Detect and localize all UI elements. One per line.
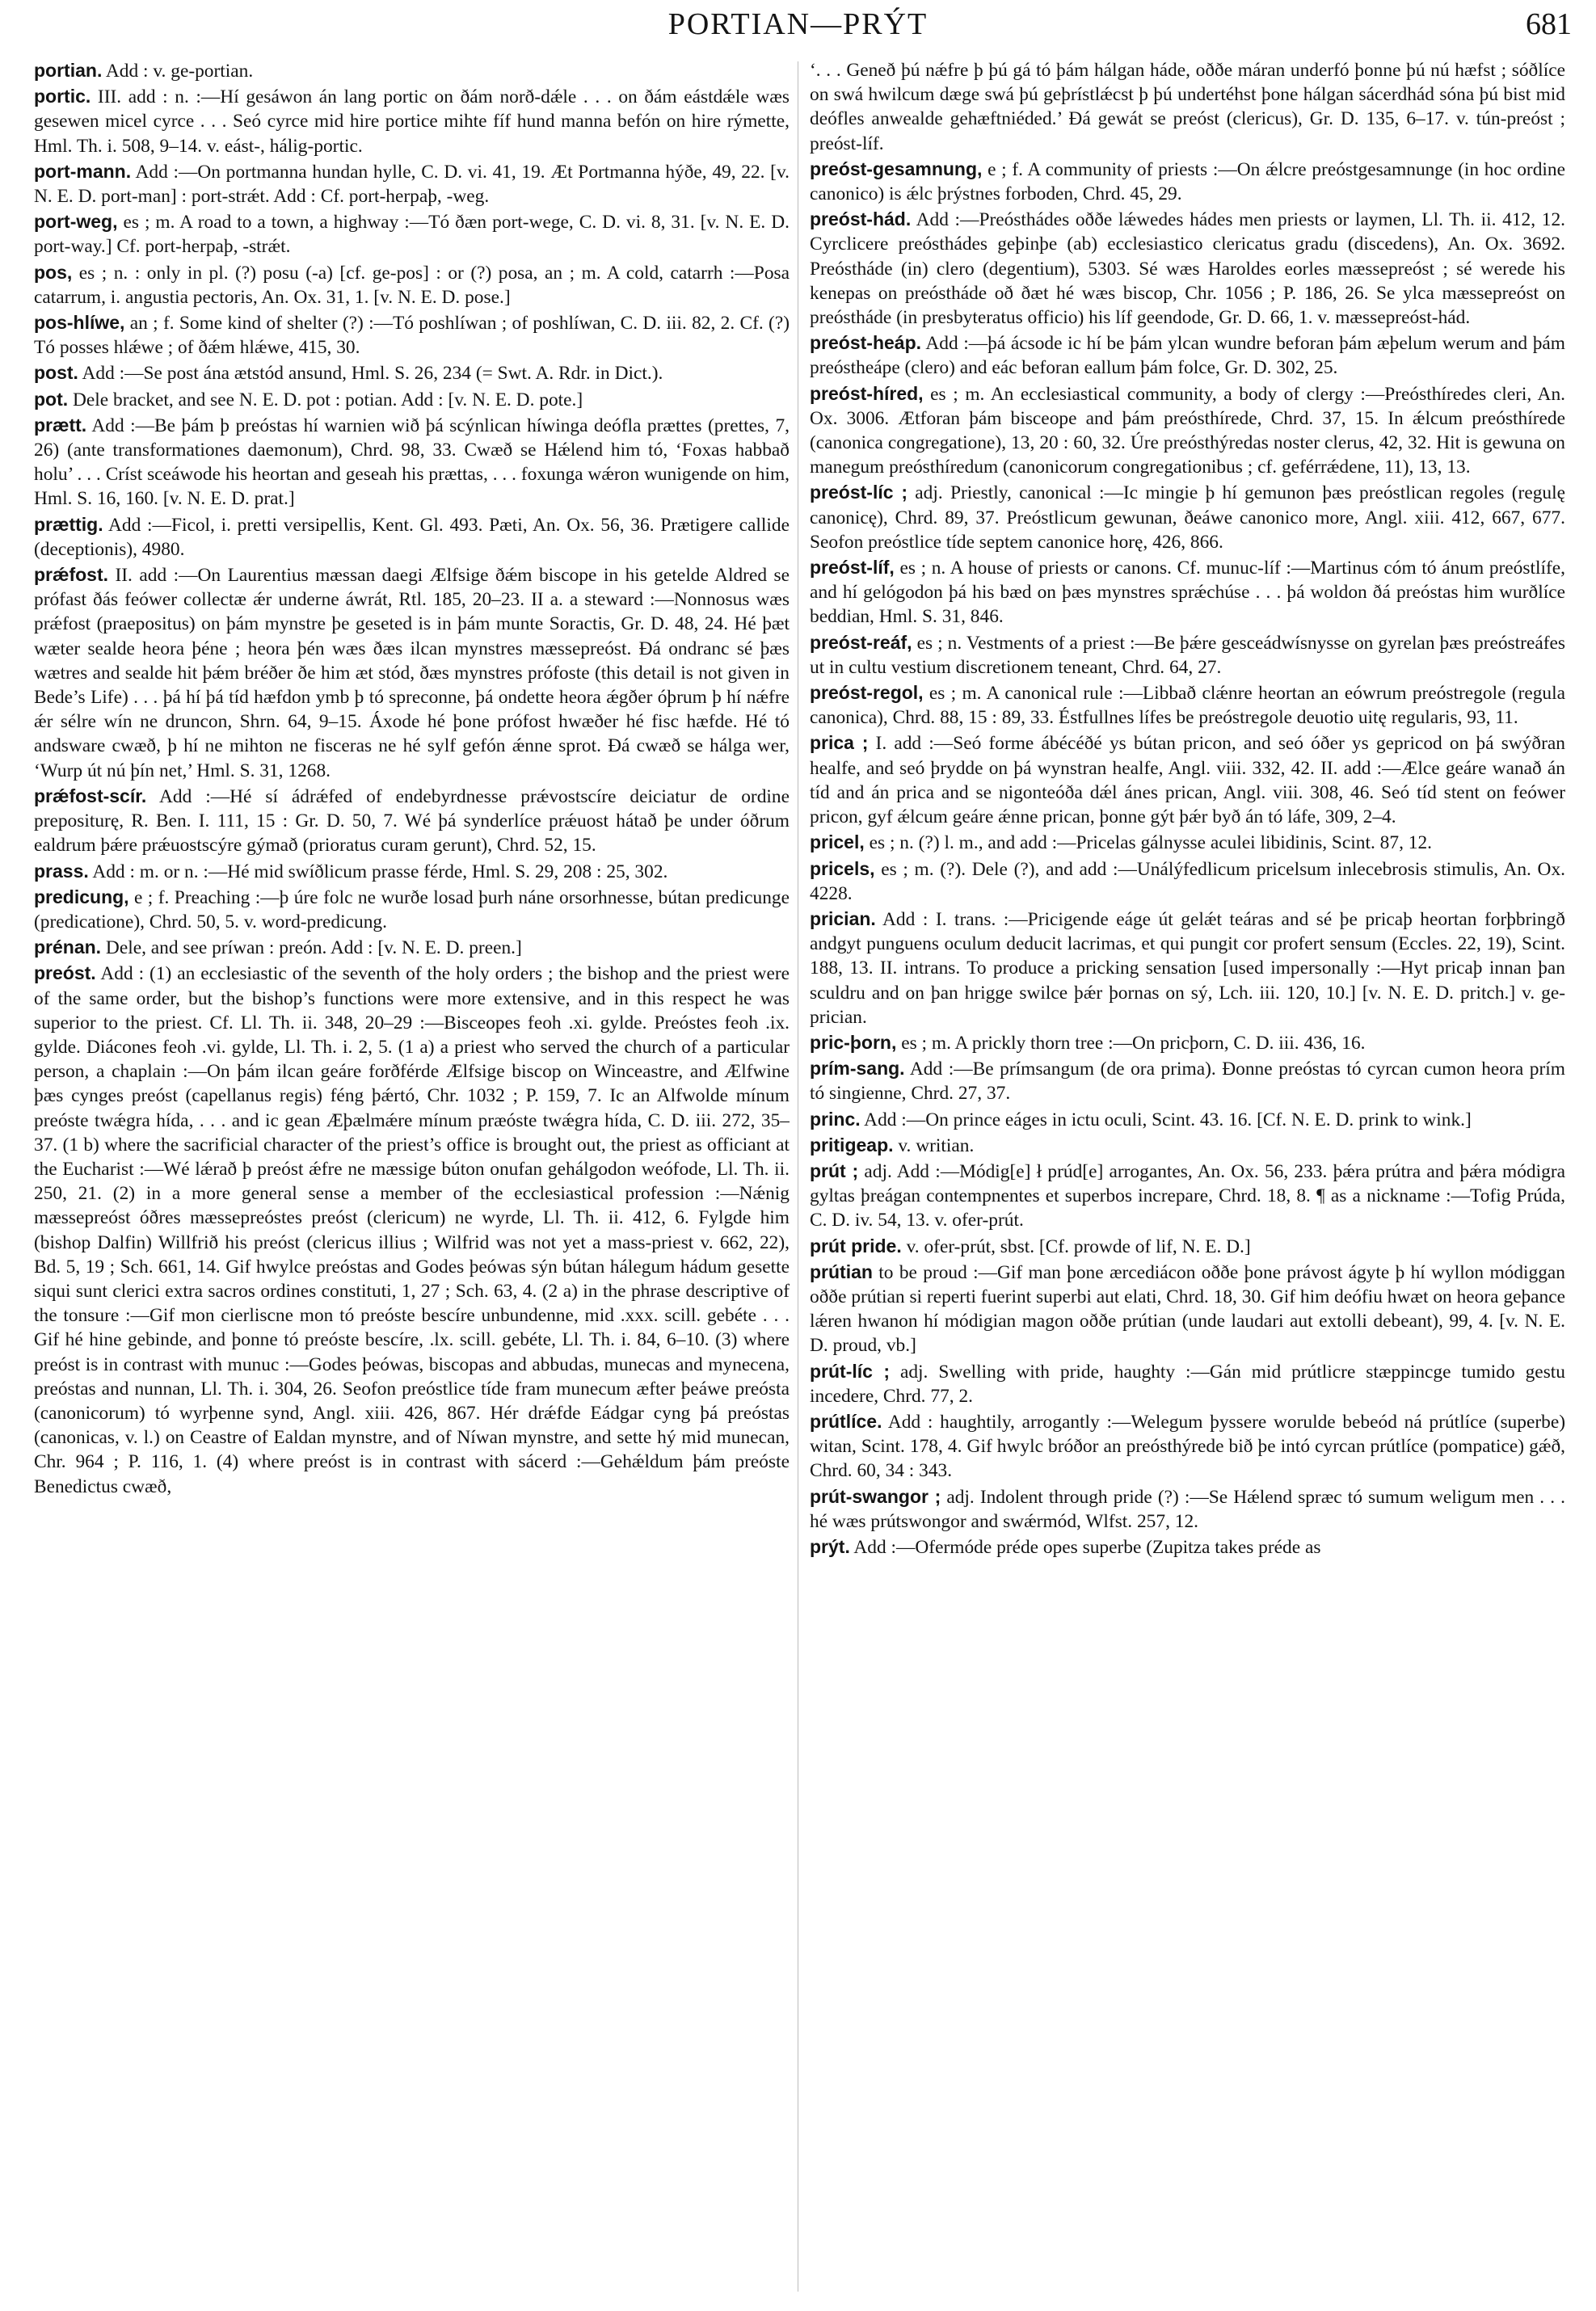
entry-headword: preóst-reáf, [810, 631, 912, 653]
dictionary-entry [34, 360, 790, 385]
dictionary-entry [810, 680, 1565, 730]
entry-definition: Add : v. ge-portian. [102, 61, 254, 82]
entry-headword: pricel, [810, 831, 865, 853]
dictionary-entry [34, 784, 790, 858]
entry-headword: preóst. [34, 962, 96, 984]
entry-definition: es ; m. A road to a town, a highway :—Tó ðæn port-wege, C. D. vi. 8, 31. [v. N. E. D. port-way.] Cf. port-herpaþ, -strǽt. [34, 212, 790, 258]
entry-definition: an ; f. Some kind of shelter (?) :—Tó poshlíwan ; of poshlíwan, C. D. iii. 82, 2. Cf. (?) Tó posses hlǽwe ; of ðǽm hlǽwe, 415, 30. [34, 313, 790, 359]
entry-headword: pot. [34, 388, 69, 410]
entry-definition: Add : I. trans. :—Pricigende eáge út gelǽt teáras and sé þe pricaþ heortan forþbringð andgyt punguens oculum deducit lacrimas, et qui pungit cor profert sensum (Eccles. 22, 19), Scint. 188, 13. II. intrans. To produce a pricking sensation [used impersonally :—Hyt pricaþ innan þan sculdru and on þan hrigge swilce þǽr þornas on sý, Lch. iii. 120, 10.] [v. N. E. D. pritch.] v. ge-prician. [810, 908, 1565, 1028]
entry-headword: pos, [34, 261, 73, 283]
dictionary-entry [810, 381, 1565, 480]
entry-definition: I. add :—Seó forme ábécéðé ys bútan pricon, and seó óðer ys gepricod on þá swýðran healfe, and seó þrydde on þá wynstran healfe, Angl. viii. 332, 42. II. add :—Ælce geáre wanað án tíd and án prica and se nigonteóða dǽl ánes prican, Angl. viii. 308, 46. Seó tíd stent on feówer pricon, gyf ǽlcum geáre ǽnne prican, þonne gýt þǽr byð án tó láfe, 309, 2–4. [810, 733, 1565, 828]
dictionary-entry [34, 310, 790, 360]
entry-headword: prútian [810, 1261, 873, 1282]
entry-headword: prǽfost-scír. [34, 785, 147, 806]
entry-headword: preóst-híred, [810, 382, 924, 404]
entry-definition: e ; f. A community of priests :—On ǽlcre preóstgesamnunge (in hoc ordine canonico) is ǽlc þrýstnes forboden, Chrd. 45, 29. [810, 158, 1565, 205]
dictionary-entry [810, 555, 1565, 629]
entry-definition: Add : (1) an ecclesiastic of the seventh of the holy orders ; the bishop and the priest were of the same order, but the bishop’s functions were more extensive, and in this respect he was superior to the priest. Cf. Ll. Th. ii. 348, 20–29 :—Bisceopes feoh .xi. gylde. Preóstes feoh .ix. gylde. Diácones feoh .vi. gylde, Ll. Th. i. 2, 5. (1 a) a priest who served the church of a particular person, a chaplain :—On þám ilcan geáre forðférde Ælfsige biscop on Winceastre, and Ælfwine þæs cynges preóst (capellanus regis) féng þǽrtó, Chr. 1032 ; P. 159, 7. Ic an Alfwolde mínum preóste twǽgra hída, . . . and ic gean Æþælmǽre mínum præóste twǽgra hída, C. D. iii. 272, 35–37. (1 b) where the sacrificial character of the priest’s office is brought out, the priest as officiant at the Eucharist :—Wé lǽrað þ preóst ǽfre ne mæssige búton onufan gehálgodon weófode, Ll. Th. ii. 250, 21. (2) in a more general sense a member of the ecclesiastical profession :—Nǽnig mæssepreóst óðres mæssepreóstes preóst (clericum) ne wyrde, Ll. Th. ii. 412, 6. Fylgde him (bishop Dalfin) Willfrið his preóst (clericus illius ; Wilfrid was not yet a mass-priest v. 662, 22), Bd. 5, 19 ; Sch. 661, 14. Gif hwylce preóstas and Godes þeówas sýn bútan hálegum hádum gesette siqui sunt clerici extra sacros ordines constituti, 1, 27 ; Sch. 63, 4. (2 a) in the phrase descriptive of the tonsure :—Gif mon cierliscne mon tó preóste bescíre unbundenne, mid .xxx. scill. gebéte . . . Gif hé hine gebinde, and þonne tó preóste bescíre, .lx. scill. gebéte, Ll. Th. i. 84, 6–10. (3) where preóst is in contrast with munuc :—Godes þeówas, biscopas and abbudas, munecas and mynecena, preóstas and nunnan, Ll. Th. i. 304, 26. Seofon preóstlice tíde fram munecum æfter þeáwe preósta (canonicorum) tó wyrþenne synd, Angl. xiii. 426, 867. Hér drǽfde Eádgar cyng þá preóstas (canonicas, v. l.) on Ceastre of Ealdan mynstre, and of Níwan mynstre, and sette hý mid munecan, Chr. 964 ; P. 116, 1. (4) where preóst is in contrast with sácerd :—Gehǽldum þám preóste Benedictus cwæð, [34, 963, 790, 1497]
entry-definition: adj. Add :—Módig[e] ł prúd[e] arrogantes, An. Ox. 56, 233. þǽra prútra and þǽra módigra gyltas þreágan contempnentes et superbos increpare, Chrd. 18, 8. ¶ as a nickname :—Tofig Prúda, C. D. iv. 54, 13. v. ofer-prút. [810, 1160, 1565, 1231]
right-column [810, 58, 1565, 2296]
dictionary-entry [810, 1234, 1565, 1259]
entry-definition: Add :—Hé sí ádrǽfed of endebyrdnesse prǽvostscíre deiciatur de ordine prepositurę, R. Ben. I. 111, 15 : Gr. D. 50, 7. Wé þá synderlíce prǽuost hátað þe under óðrum ealdrum þǽre prǽuostscýre gýmað (prioratus curam gerunt), Chrd. 52, 15. [34, 785, 790, 857]
left-column [34, 58, 790, 2296]
dictionary-entry [34, 562, 790, 783]
entry-headword: prass. [34, 860, 89, 882]
entry-headword: prica ; [810, 732, 869, 754]
entry-definition: es ; m. A prickly thorn tree :—On pricþorn, C. D. iii. 436, 16. [896, 1032, 1366, 1054]
entry-definition: ‘. . . Geneð þú nǽfre þ þú gá tó þám hálgan háde, oððe máran underfó þonne þú nú hæfst ; sóðlíce on swá hwilcum dæge swá þú geþrístlǽcst þ þú undertéhst þone hálgan sácerdhád sóna þú bist mid deófles anwealde gehæftniéded.’ Ðá gewát se preóst (clericus), Gr. D. 135, 6–17. v. tún-preóst ; preóst-líf. [810, 60, 1565, 154]
entry-definition: adj. Priestly, canonical :—Ic mingie þ hí gemunon þæs preóstlican regoles (regulę canonicę), Chrd. 89, 37. Preóstlicum gewunan, ðeáwe canonico more, Angl. xiii. 412, 667, 677. Seofon preóstlice tíde septem canonice horę, 426, 866. [810, 482, 1565, 553]
entry-headword: pritigeap. [810, 1134, 894, 1156]
entry-definition: Add :—Ficol, i. pretti versipellis, Kent. Gl. 493. Pæti, An. Ox. 56, 36. Prætigere callide (deceptionis), 4980. [34, 514, 790, 560]
dictionary-entry [810, 1260, 1565, 1358]
dictionary-entry [34, 84, 790, 158]
dictionary-entry [810, 730, 1565, 829]
entry-definition: es ; m. A canonical rule :—Libbað clǽnre heortan an eówrum preóstregole (regula canonica), Chrd. 88, 15 : 89, 33. Éstfullnes lífes be preóstregole deuotio uitę regularis, 93, 11. [810, 683, 1565, 729]
dictionary-entry [810, 1409, 1565, 1484]
entry-definition: es ; m. (?). Dele (?), and add :—Unálýfedlicum pricelsum inlecebrosis stimulis, An. Ox. 4228. [810, 858, 1565, 904]
entry-headword: predicung, [34, 886, 129, 907]
entry-definition: Add :—Be prímsangum (de ora prima). Ðonne preóstas tó cyrcan cumon heora prím tó singienne, Chrd. 27, 37. [810, 1059, 1565, 1105]
entry-headword: pric-þorn, [810, 1031, 897, 1053]
entry-headword: pos-hlíwe, [34, 312, 125, 334]
entry-definition: e ; f. Preaching :—þ úre folc ne wurðe losad þurh náne orsorhnesse, bútan predicunge (predicatione), Chrd. 50, 5. v. word-predicung. [34, 886, 790, 932]
entry-headword: preóst-regol, [810, 682, 924, 704]
dictionary-entry [810, 157, 1565, 206]
entry-definition: Add :—Preósthádes oððe lǽwedes hádes men priests or laymen, Ll. Th. ii. 412, 12. Cyrclicere preósthádes geþinþe (ab) ecclesiastico clericatus gradu (discedens), An. Ox. 3692. Preóstháde (in) clero (degentium), 5303. Sé wæs Haroldes eorles mæssepreóst ; sé werede his kenepas on preósthádе oð ðæt hé wæs biscop, Chr. 1056 ; P. 186, 26. Se ylca mæssepreóst on preósthádе (in presbyteratus officio) his líf geendode, Gr. D. 66, 1. v. mæssepreóst-hád. [810, 209, 1565, 329]
entry-headword: preóst-gesamnung, [810, 158, 983, 179]
page-number: 681 [1526, 7, 1572, 41]
entry-headword: prættig. [34, 513, 103, 535]
entry-definition: v. ofer-prút, sbst. [Cf. prowde of lif, N. E. D.] [901, 1235, 1251, 1257]
dictionary-entry [810, 1133, 1565, 1158]
dictionary-entry [34, 512, 790, 562]
entry-headword: portian. [34, 60, 103, 81]
entry-definition: to be proud :—Gif man þone ærcediácon oððe þone právost ágyte þ hí wyllon módiggan oððe prútian si reperti fuerint superbi aut elati, Chrd. 18, 30. Gif him deófiu hwæt on heora geþance lǽren hwanon hí módigian magon oððe prútian (unde laudari aut extolli debeant), 99, 4. [v. N. E. D. proud, vb.] [810, 1261, 1565, 1357]
entry-definition: III. add : n. :—Hí gesáwon án lang portic on ðám norð-dǽle . . . on ðám eástdǽle wæs gesewen micel cyrce . . . Seó cyrce mid hire portice mihte fíf hund manna befón on hire rýmette, Hml. Th. i. 508, 9–14. v. eást-, hálig-portic. [34, 86, 790, 157]
dictionary-entry [810, 58, 1565, 156]
entry-definition: Dele, and see príwan : preón. Add : [v. N. E. D. preen.] [101, 937, 522, 959]
entry-headword: prician. [810, 907, 876, 929]
entry-definition: Add :—Be þám þ preóstas hí warnien wið þá scýnlican híwinga deófla prættes (prettes, 7, 26) (ante transformationes daemonum), Chrd. 98, 33. Cwæð se Hǽlend him tó, ‘Foxas habbað holu’ . . . Críst sceáwode his heortan and geseah his prættas, . . . foxunga wǽron wunigende on him, Hml. S. 16, 160. [v. N. E. D. prat.] [34, 415, 790, 510]
dictionary-entry [810, 1056, 1565, 1105]
entry-headword: prím-sang. [810, 1058, 905, 1080]
entry-definition: Add : m. or n. :—Hé mid swíðlicum prasse férde, Hml. S. 29, 208 : 25, 302. [88, 861, 668, 882]
dictionary-entry [810, 480, 1565, 554]
dictionary-entry [810, 1159, 1565, 1233]
entry-headword: prútlíce. [810, 1410, 882, 1432]
entry-definition: es ; n. A house of priests or canons. Cf. munuc-líf :—Martinus cóm tó ánum preóstlífe, and hí gelógodon þá his bæd on þæs mynstres sprǽchúse . . . þá woldon ðá preóstas him wurðlíce beddian, Hml. S. 31, 846. [810, 558, 1565, 628]
dictionary-entry [810, 1484, 1565, 1534]
dictionary-entry [810, 857, 1565, 906]
dictionary-entry [810, 1107, 1565, 1132]
running-head: PORTIAN—PRÝT [667, 7, 929, 41]
dictionary-entry [34, 935, 790, 960]
dictionary-entry [810, 907, 1565, 1029]
dictionary-entry [810, 1534, 1565, 1560]
entry-headword: princ. [810, 1108, 861, 1130]
entry-definition: v. writian. [893, 1134, 975, 1156]
entry-definition: adj. Swelling with pride, haughty :—Gán mid prútlicre stæppincge tumido gestu incedere, Chrd. 77, 2. [810, 1361, 1565, 1407]
dictionary-entry [34, 885, 790, 934]
entry-headword: preóst-heáp. [810, 332, 922, 354]
entry-definition: Add :—On prince eáges in ictu oculi, Scint. 43. 16. [Cf. N. E. D. prink to wink.] [860, 1109, 1472, 1130]
dictionary-entry [34, 413, 790, 511]
entry-headword: preóst-líf, [810, 557, 895, 579]
entry-headword: preóst-hád. [810, 208, 912, 230]
dictionary-entry [34, 260, 790, 309]
entry-headword: prút pride. [810, 1235, 902, 1257]
entry-definition: es ; n. (?) l. m., and add :—Pricelas gálnysse aculei libidinis, Scint. 87, 12. [864, 832, 1433, 854]
dictionary-entry [34, 159, 790, 208]
dictionary-entry [34, 961, 790, 1498]
entry-headword: prút ; [810, 1160, 859, 1181]
entry-headword: port-mann. [34, 160, 132, 182]
entry-definition: Add :—Se post ána ætstód ansund, Hml. S. 26, 234 (= Swt. A. Rdr. in Dict.). [78, 363, 663, 385]
entry-headword: prýt. [810, 1535, 850, 1557]
entry-definition: Add :—Ofermóde préde opes superbe (Zupitza takes préde as [849, 1536, 1321, 1558]
entry-headword: prénan. [34, 937, 102, 958]
entry-definition: es ; n. : only in pl. (?) posu (-a) [cf. ge-pos] : or (?) posa, an ; m. A cold, catarrh :—Posa catarrum, i. angustia pectoris, An. Ox. 31, 1. [v. N. E. D. pose.] [34, 262, 790, 308]
dictionary-entry [34, 387, 790, 412]
dictionary-entry [34, 209, 790, 259]
entry-headword: preóst-líc ; [810, 482, 908, 503]
entry-definition: Add :—þá ácsode ic hí be þám ylcan wundre beforan þám æþelum werum and þám preóstheápe (clero) and eác beforan eallum þám folce, Gr. D. 302, 25. [810, 333, 1565, 379]
entry-headword: prætt. [34, 414, 87, 436]
entry-definition: es ; m. An ecclesiastical community, a body of clergy :—Preósthíredes cleri, An. Ox. 3006. Ætforan þám bisceope and þám preósthírede, Chrd. 37, 15. In ǽlcum preósthírede (canonica congregatione), 13, 20 : 60, 32. Úre preósthýredas noster clerus, 42, 32. Hit is gewuna on manegum preósthíredum (canonicorum congregationibus ; cf. geférrǽdene, 11), 13, 13. [810, 383, 1565, 478]
dictionary-entry [810, 830, 1565, 855]
entry-definition: II. add :—On Laurentius mæssan daegi Ælfsige ðǽm biscope in his getelde Aldred se prófast ðás feówer collectæ ǽr underne áwrát, Rtl. 185, 20–23. II a. a steward :—Nonnosus wæs prǽfost (praepositus) on þám mynstre þe geseted is in þám munte Soractis, Gr. D. 48, 24. Hé þæt wæter sealde heora þéne ; heora þén wæs ðæs ilcan mynstres mæssepreóst. Ðá ondranc sé þæs wætres and sealde hit þǽm bréðer ðe him æt stód, ðæs mynstres prófoste (this detail is not given in Bede’s Life) . . . þá hí þá tíd hæfdon ymb þ tó spreconne, þá ondette heora ǽgðer óþrum þ hí nǽfre ǽr sélre wín ne druncon, Shrn. 64, 9–15. Áxode hé þone prófost hwæðer hé fisc hæfde. Hé tó andsware cwæð, þ hí ne mihton ne fisceras ne hé sylf gefón ǽnne sprot. Ðá cwæð se hálga wer, ‘Wurp út nú þín net,’ Hml. S. 31, 1268. [34, 565, 790, 781]
entry-definition: es ; n. Vestments of a priest :—Be þǽre gesceádwísnysse on gyrelan þæs preóstreáfes ut in cultu vestium discretionem teneant, Chrd. 64, 27. [810, 632, 1565, 678]
entry-definition: Add :—On portmanna hundan hylle, C. D. vi. 41, 19. Æt Portmanna hýðe, 49, 22. [v. N. E. D. port-man] : port-strǽt. Add : Cf. port-herpaþ, -weg. [34, 161, 790, 208]
dictionary-entry [34, 58, 790, 83]
page-header [0, 0, 1596, 52]
dictionary-entry [34, 859, 790, 884]
dictionary-entry [810, 207, 1565, 330]
entry-headword: pricels, [810, 857, 875, 879]
entry-headword: post. [34, 362, 78, 384]
dictionary-entry [810, 330, 1565, 380]
entry-headword: portic. [34, 86, 91, 107]
entry-headword: prǽfost. [34, 564, 108, 586]
entry-headword: prút-swangor ; [810, 1485, 941, 1507]
entry-headword: prút-líc ; [810, 1360, 891, 1382]
dictionary-entry [810, 1359, 1565, 1408]
entry-definition: Add : haughtily, arrogantly :—Welegum þyssere worulde bebeód ná prútlíce (superbe) witan, Scint. 178, 4. Gif hwylc bróðor an preósthýrede bið þe intó cyrcan prútlíce (pompatice) gǽð, Chrd. 60, 34 : 343. [810, 1411, 1565, 1482]
entry-definition: Dele bracket, and see N. E. D. pot : potian. Add : [v. N. E. D. pote.] [68, 389, 583, 410]
entry-definition: adj. Indolent through pride (?) :—Se Hǽlend spræc tó sumum weligum men . . . hé wæs prútswongor and swǽrmód, Wlfst. 257, 12. [810, 1486, 1565, 1532]
dictionary-entry [810, 630, 1565, 680]
dictionary-entry [810, 1030, 1565, 1055]
entry-headword: port-weg, [34, 211, 118, 233]
